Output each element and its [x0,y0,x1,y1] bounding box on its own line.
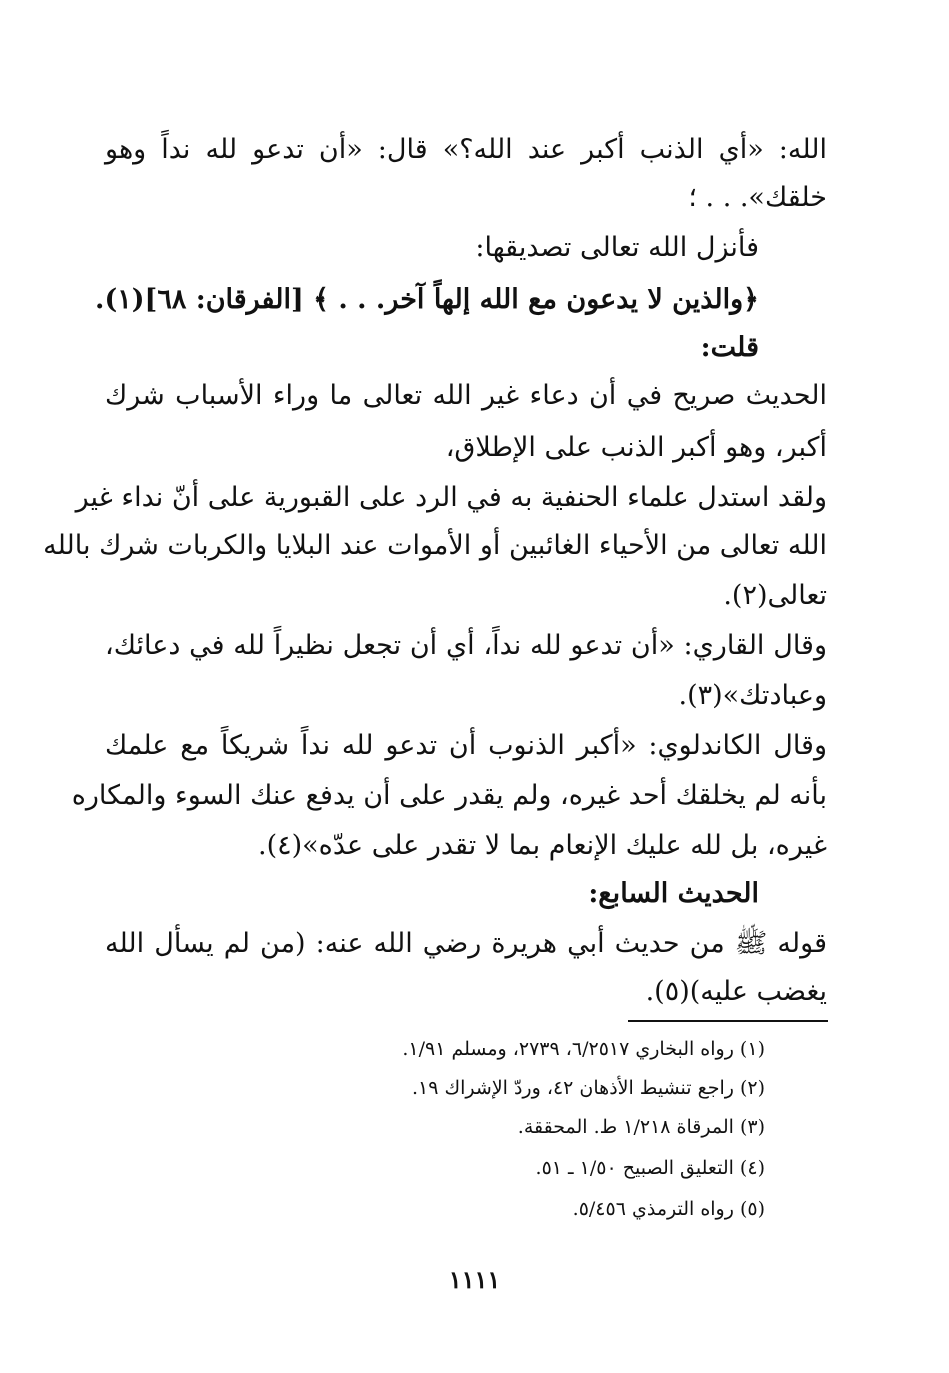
body-line-9: الله تعالى من الأحياء الغائبين أو الأموات عند البلايا والكربات شرك بالله [43,530,827,561]
section-heading-qult: قلت: [700,332,759,363]
body-line-3: فأنزل الله تعالى تصديقها: [475,232,759,263]
footnote-2: (٢) راجع تنشيط الأذهان ٤٢، وردّ الإشراك ١٩. [411,1077,765,1099]
body-line-6: الحديث صريح في أن دعاء غير الله تعالى ما وراء الأسباب شرك [105,380,827,411]
body-line-7: أكبر، وهو أكبر الذنب على الإطلاق، [445,432,827,463]
footnote-1: (١) رواه البخاري ٦/٢٥١٧، ٢٧٣٩، ومسلم ١/٩١. [402,1038,765,1060]
body-line-13: وقال الكاندلوي: «أكبر الذنوب أن تدعو لله نداً شريكاً مع علمك [105,730,827,761]
body-line-14: بأنه لم يخلقك أحد غيره، ولم يقدر على أن يدفع عنك السوء والمكاره [71,780,827,811]
body-line-2: خلقك». . . ؛ [688,182,827,213]
body-line-17: قوله ﷺ من حديث أبي هريرة رضي الله عنه: (من لم يسأل الله [105,928,827,959]
page-number: ١١١١ [448,1265,501,1294]
body-line-11: وقال القاري: «أن تدعو لله نداً، أي أن تجعل نظيراً لله في دعائك، [105,630,827,661]
section-heading-hadith-7: الحديث السابع: [588,878,759,909]
quran-verse: ﴿والذين لا يدعون مع الله إلهاً آخر. . . ﴾ [الفرقان: ٦٨](١). [95,284,759,315]
footnote-5: (٥) رواه الترمذي ٥/٤٥٦. [572,1198,765,1220]
footnote-4: (٤) التعليق الصبيح ١/٥٠ ـ ٥١. [535,1157,765,1179]
body-line-18: يغضب عليه)(٥). [645,976,827,1007]
body-line-8: ولقد استدل علماء الحنفية به في الرد على القبورية على أنّ نداء غير [75,482,827,513]
body-line-15: غيره، بل لله عليك الإنعام بما لا تقدر على عدّه»(٤). [257,830,827,861]
footnote-3: (٣) المرقاة ١/٢١٨ ط. المحققة. [517,1116,765,1138]
body-line-1: الله: «أي الذنب أكبر عند الله؟» قال: «أن تدعو لله نداً وهو [105,134,827,165]
footnote-divider [628,1020,828,1022]
body-line-12: وعبادتك»(٣). [678,680,827,711]
body-line-10: تعالى(٢). [723,580,827,611]
